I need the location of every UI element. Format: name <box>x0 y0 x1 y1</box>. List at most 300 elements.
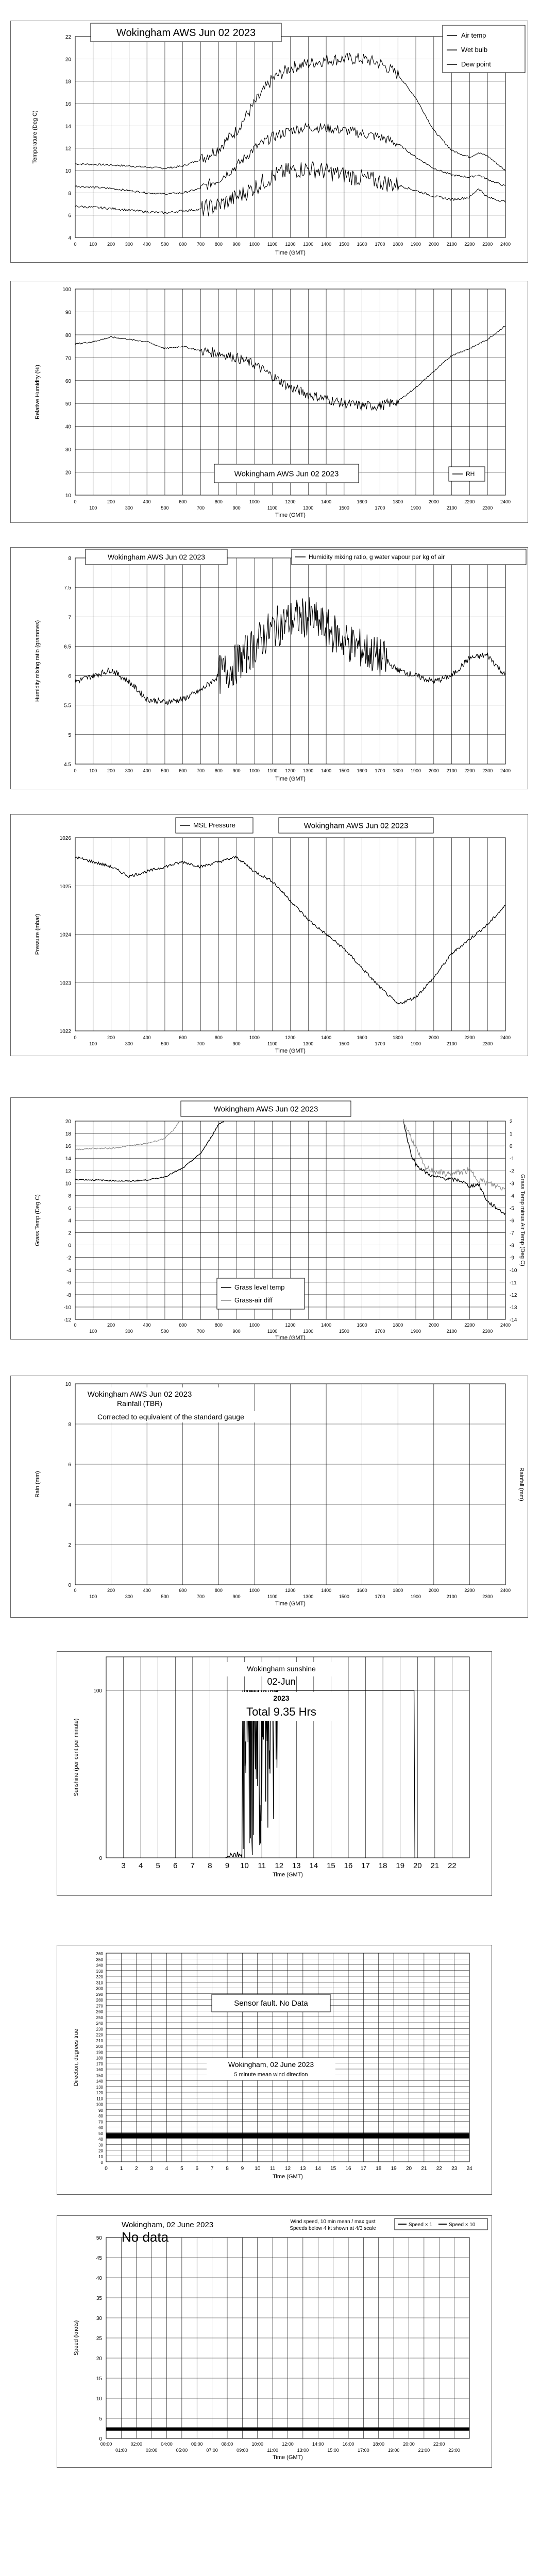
grass-temp-y-tick-right: -7 <box>510 1230 514 1236</box>
temperature-x-tick: 800 <box>214 242 223 247</box>
grass-temp-y-tick: 8 <box>68 1193 71 1199</box>
wind-direction-y-tick: 40 <box>98 2137 103 2142</box>
wind-speed-x-tick: 17:00 <box>358 2448 369 2453</box>
humidity-y-tick: 50 <box>65 401 71 408</box>
mixing-ratio-x-tick: 800 <box>214 768 223 773</box>
grass-temp-x-tick: 200 <box>107 1323 115 1328</box>
sunshine-x-tick: 19 <box>396 1861 405 1870</box>
sunshine-y-label: Sunshine (per cent per minute) <box>73 1718 79 1797</box>
pressure-y-label: Pressure (mbar) <box>35 913 41 955</box>
wind-speed-y-label: Speed (knots) <box>73 2320 79 2356</box>
wind-direction-x-tick: 21 <box>421 2166 427 2172</box>
wind-speed-x-tick: 19:00 <box>387 2448 400 2453</box>
humidity-x-tick: 2100 <box>446 505 457 511</box>
rainfall-x-tick: 600 <box>179 1588 187 1593</box>
mixing-ratio-y-label: Humidity mixing ratio (grammes) <box>35 620 41 702</box>
wind-direction-x-tick: 22 <box>436 2166 442 2172</box>
temperature-x-tick: 1900 <box>411 242 421 247</box>
mixing-ratio-y-tick: 5 <box>68 732 71 738</box>
humidity-y-tick: 90 <box>65 310 71 316</box>
sunshine-x-tick: 17 <box>361 1861 370 1870</box>
temperature-x-tick: 1800 <box>393 242 403 247</box>
mixing-ratio-x-tick: 700 <box>197 768 205 773</box>
wind-direction-y-tick: 350 <box>96 1957 103 1962</box>
temperature-x-tick: 1200 <box>285 242 296 247</box>
grass-temp-y-tick: 4 <box>68 1218 71 1224</box>
wind-speed-x-tick: 05:00 <box>176 2448 188 2453</box>
relative-humidity-chart <box>11 281 529 523</box>
sunshine-x-tick: 16 <box>344 1861 353 1870</box>
humidity-y-tick: 60 <box>65 378 71 384</box>
sunshine-date: 02-Jun <box>267 1676 296 1687</box>
grass-temp-legend-box <box>217 1278 305 1309</box>
grass-temp-y-tick: 18 <box>65 1131 71 1138</box>
wind-direction-y-tick: 20 <box>98 2148 103 2154</box>
wind-direction-chart <box>57 1945 493 2195</box>
wind-direction-annotation: Sensor fault. No Data <box>234 1999 308 2008</box>
temperature-y-tick: 6 <box>68 213 71 219</box>
sunshine-x-tick: 8 <box>208 1861 212 1870</box>
temperature-x-tick: 1000 <box>249 242 260 247</box>
wind-direction-x-tick: 9 <box>241 2166 244 2172</box>
mixing-ratio-x-tick: 2000 <box>428 768 439 773</box>
temperature-x-tick: 1300 <box>303 242 314 247</box>
wind-speed-x-tick: 02:00 <box>130 2442 143 2447</box>
humidity-y-tick: 20 <box>65 470 71 476</box>
wind-speed-x-tick: 03:00 <box>145 2448 158 2453</box>
pressure-x-tick: 1600 <box>357 1035 367 1040</box>
wind-direction-y-tick: 160 <box>96 2067 103 2072</box>
mixing-ratio-y-tick: 7.5 <box>64 585 71 591</box>
grass-temp-x-tick: 1500 <box>339 1329 349 1334</box>
wind-speed-legend-label: Speed × 1 <box>409 2222 432 2228</box>
rainfall-x-tick: 1700 <box>375 1594 385 1599</box>
grass-temp-x-label: Time (GMT) <box>275 1335 306 1340</box>
sunshine-x-tick: 10 <box>240 1861 249 1870</box>
pressure-x-tick: 1300 <box>303 1041 314 1046</box>
mixing-ratio-title: Wokingham AWS Jun 02 2023 <box>107 552 206 561</box>
wind-speed-y-tick: 30 <box>96 2316 102 2321</box>
temperature-y-tick: 10 <box>65 168 71 174</box>
grass-temp-legend-label: Grass level temp <box>234 1283 285 1291</box>
humidity-x-tick: 200 <box>107 499 115 504</box>
mixing-ratio-x-tick: 1300 <box>303 768 314 773</box>
grass-temp-x-tick: 2000 <box>428 1323 439 1328</box>
pressure-x-tick: 2300 <box>482 1041 493 1046</box>
temperature-x-tick: 1100 <box>267 242 278 247</box>
rainfall-x-tick: 1500 <box>339 1594 349 1599</box>
rainfall-x-tick: 700 <box>197 1594 205 1599</box>
grass-temp-series-line <box>75 1122 224 1182</box>
grass-temp-x-tick: 2200 <box>464 1323 475 1328</box>
grass-temp-y-tick: 20 <box>65 1119 71 1125</box>
mixing-ratio-x-tick: 2300 <box>482 768 493 773</box>
pressure-y-tick: 1026 <box>59 836 71 841</box>
wind-direction-chart-panel <box>57 1945 492 2195</box>
humidity-x-tick: 400 <box>143 499 151 504</box>
grass-temp-x-tick: 2300 <box>482 1329 493 1334</box>
rainfall-x-tick: 900 <box>232 1594 241 1599</box>
temperature-x-tick: 0 <box>74 242 77 247</box>
wind-direction-y-tick: 10 <box>98 2154 103 2159</box>
sunshine-x-label: Time (GMT) <box>273 1872 303 1878</box>
wind-speed-x-tick: 21:00 <box>418 2448 430 2453</box>
wind-direction-y-tick: 180 <box>96 2056 103 2061</box>
grass-temp-y-tick-right: -8 <box>510 1243 514 1249</box>
grass-temp-y-tick: 16 <box>65 1144 71 1150</box>
humidity-x-tick: 1000 <box>249 499 260 504</box>
grass-temp-x-tick: 800 <box>214 1323 223 1328</box>
grass-temp-y-tick: 0 <box>68 1243 71 1249</box>
wind-speed-title: Wokingham, 02 June 2023 <box>122 2221 214 2229</box>
rainfall-x-tick: 1300 <box>303 1594 314 1599</box>
grass-temp-y-tick-right: -12 <box>510 1292 517 1298</box>
mixing-ratio-x-tick: 200 <box>107 768 115 773</box>
mixing-ratio-x-tick: 1200 <box>285 768 296 773</box>
temperature-y-tick: 12 <box>65 146 71 152</box>
wind-direction-x-tick: 0 <box>105 2166 108 2172</box>
humidity-y-tick: 100 <box>62 287 71 293</box>
grass-temp-legend-label: Grass-air diff <box>234 1296 273 1304</box>
mixing-ratio-x-label: Time (GMT) <box>275 776 306 782</box>
wind-direction-x-tick: 24 <box>466 2166 472 2172</box>
mixing-ratio-x-tick: 1800 <box>393 768 403 773</box>
wind-speed-legend-label: Speed × 10 <box>449 2222 476 2228</box>
rainfall-x-tick: 1600 <box>357 1588 367 1593</box>
wind-direction-y-tick: 360 <box>96 1952 103 1956</box>
rainfall-chart <box>11 1376 529 1618</box>
grass-temp-x-tick: 1400 <box>321 1323 332 1328</box>
rainfall-x-tick: 1900 <box>411 1594 421 1599</box>
wind-direction-y-tick: 100 <box>96 2102 103 2107</box>
pressure-x-tick: 2200 <box>464 1035 475 1040</box>
wind-direction-x-label: Time (GMT) <box>273 2174 303 2180</box>
humidity-x-tick: 1500 <box>339 505 349 511</box>
temperature-y-tick: 8 <box>68 191 71 197</box>
sunshine-x-tick: 22 <box>448 1861 457 1870</box>
mixing-ratio-x-tick: 100 <box>89 768 97 773</box>
humidity-x-tick: 1400 <box>321 499 332 504</box>
grass-air-diff-series-line <box>75 1121 179 1150</box>
wind-direction-y-tick: 210 <box>96 2038 103 2043</box>
pressure-x-label: Time (GMT) <box>275 1048 306 1054</box>
wind-direction-y-tick: 250 <box>96 2015 103 2020</box>
wind-direction-x-tick: 1 <box>120 2166 123 2172</box>
sunshine-y-tick: 100 <box>93 1688 102 1694</box>
rainfall-chart-panel <box>10 1376 528 1618</box>
pressure-y-tick: 1024 <box>59 932 71 938</box>
temperature-title: Wokingham AWS Jun 02 2023 <box>116 27 256 39</box>
humidity-x-tick: 1100 <box>267 505 278 511</box>
wind-direction-x-tick: 11 <box>269 2166 276 2172</box>
grass-temp-y-tick: -4 <box>66 1267 71 1274</box>
grass-temp-x-tick: 700 <box>197 1329 205 1334</box>
wind-direction-y-tick: 90 <box>98 2108 103 2113</box>
wind-direction-y-tick: 120 <box>96 2091 103 2095</box>
grass-temp-y-label-right: Grass Temp minus Air Temp (Deg C) <box>519 1174 526 1266</box>
rainfall-x-tick: 200 <box>107 1588 115 1593</box>
temperature-chart <box>11 21 529 263</box>
wind-direction-x-tick: 13 <box>300 2166 306 2172</box>
wind-speed-x-tick: 14:00 <box>312 2442 324 2447</box>
wind-direction-x-tick: 4 <box>165 2166 168 2172</box>
pressure-x-tick: 800 <box>214 1035 223 1040</box>
rainfall-title: Wokingham AWS Jun 02 2023 <box>87 1390 192 1399</box>
temperature-x-tick: 2100 <box>446 242 457 247</box>
temperature-y-tick: 20 <box>65 57 71 63</box>
sunshine-x-tick: 13 <box>292 1861 301 1870</box>
wind-direction-x-tick: 18 <box>376 2166 382 2172</box>
wind-speed-chart <box>57 2216 493 2468</box>
wind-speed-x-tick: 15:00 <box>327 2448 339 2453</box>
wind-direction-y-tick: 310 <box>96 1980 103 1986</box>
rainfall-x-tick: 2200 <box>464 1588 475 1593</box>
temperature-x-tick: 2300 <box>482 242 493 247</box>
wind-speed-x-label: Time (GMT) <box>273 2454 303 2461</box>
pressure-x-tick: 1900 <box>411 1041 421 1046</box>
mixing-ratio-y-tick: 8 <box>68 556 71 562</box>
grass-air-diff-series-line <box>403 1119 505 1190</box>
rainfall-x-tick: 800 <box>214 1588 223 1593</box>
temperature-y-tick: 4 <box>68 235 71 241</box>
grass-temp-y-tick-right: -6 <box>510 1218 514 1224</box>
rainfall-y-tick: 4 <box>68 1502 71 1508</box>
grass-temp-y-tick-right: -11 <box>510 1280 517 1286</box>
rainfall-x-tick: 400 <box>143 1588 151 1593</box>
humidity-x-tick: 2000 <box>428 499 439 504</box>
humidity-x-tick: 900 <box>232 505 241 511</box>
humidity-y-label: Relative Humidity (%) <box>35 365 41 419</box>
grass-temp-y-tick-right: -9 <box>510 1255 514 1261</box>
grass-temp-x-tick: 300 <box>125 1329 133 1334</box>
temperature-y-tick: 16 <box>65 101 71 107</box>
humidity-x-tick: 0 <box>74 499 77 504</box>
sunshine-x-tick: 9 <box>225 1861 230 1870</box>
temperature-x-tick: 700 <box>197 242 205 247</box>
temperature-x-tick: 400 <box>143 242 151 247</box>
temperature-y-label: Temperature (Deg C) <box>32 110 38 164</box>
wind-speed-x-tick: 18:00 <box>373 2442 385 2447</box>
mixing-ratio-x-tick: 400 <box>143 768 151 773</box>
humidity-x-tick: 1200 <box>285 499 296 504</box>
sunshine-x-tick: 18 <box>378 1861 387 1870</box>
grass-temp-chart <box>11 1098 529 1340</box>
wind-direction-y-tick: 230 <box>96 2027 103 2032</box>
pressure-x-tick: 1100 <box>267 1041 278 1046</box>
grass-temp-x-tick: 1800 <box>393 1323 403 1328</box>
wind-speed-y-tick: 50 <box>96 2235 102 2241</box>
grass-temp-chart-panel <box>10 1097 528 1340</box>
pressure-y-tick: 1022 <box>59 1029 71 1035</box>
grass-temp-x-tick: 2100 <box>446 1329 457 1334</box>
sunshine-x-tick: 6 <box>173 1861 178 1870</box>
wind-speed-x-tick: 00:00 <box>100 2442 112 2447</box>
rainfall-y-label-right: Rainfall (mm) <box>518 1467 525 1501</box>
wind-direction-series-line <box>106 2133 469 2138</box>
pressure-x-tick: 2400 <box>500 1035 511 1040</box>
wind-direction-y-tick: 0 <box>100 2160 103 2165</box>
grass-temp-y-tick: -12 <box>63 1317 71 1323</box>
rainfall-x-tick: 1400 <box>321 1588 332 1593</box>
wind-speed-y-tick: 20 <box>96 2356 102 2362</box>
wind-direction-subtitle: 5 minute mean wind direction <box>234 2072 308 2078</box>
wind-speed-annotation: No data <box>122 2229 169 2245</box>
grass-temp-y-tick-right: -2 <box>510 1168 514 1175</box>
wind-direction-y-tick: 110 <box>96 2096 103 2102</box>
temperature-y-tick: 22 <box>65 35 71 40</box>
mixing-ratio-x-tick: 1400 <box>321 768 332 773</box>
grass-temp-y-tick: -6 <box>66 1280 71 1286</box>
wind-direction-y-label: Direction, degrees true <box>73 2028 79 2087</box>
rainfall-x-tick: 2400 <box>500 1588 511 1593</box>
wind-speed-y-tick: 40 <box>96 2276 102 2281</box>
grass-temp-x-tick: 1900 <box>411 1329 421 1334</box>
rainfall-y-tick: 8 <box>68 1422 71 1428</box>
grass-temp-series-line <box>403 1121 505 1214</box>
rainfall-y-tick: 2 <box>68 1543 71 1548</box>
temperature-x-tick: 500 <box>161 242 169 247</box>
rainfall-x-tick: 100 <box>89 1594 97 1599</box>
sunshine-year: 2023 <box>273 1694 290 1702</box>
wind-speed-x-tick: 04:00 <box>161 2442 173 2447</box>
wind-speed-x-tick: 10:00 <box>251 2442 264 2447</box>
grass-temp-x-tick: 500 <box>161 1329 169 1334</box>
pressure-x-tick: 0 <box>74 1035 77 1040</box>
wind-direction-y-tick: 280 <box>96 1998 103 2003</box>
sunshine-x-tick: 20 <box>413 1861 422 1870</box>
grass-temp-x-tick: 600 <box>179 1323 187 1328</box>
wind-direction-y-tick: 30 <box>98 2143 103 2148</box>
sunshine-x-tick: 15 <box>327 1861 335 1870</box>
grass-temp-x-tick: 0 <box>74 1323 77 1328</box>
mixing-ratio-x-tick: 300 <box>125 768 133 773</box>
wind-speed-y-tick: 0 <box>99 2436 102 2442</box>
mixing-ratio-x-tick: 600 <box>179 768 187 773</box>
wind-speed-x-tick: 22:00 <box>433 2442 445 2447</box>
sunshine-x-tick: 11 <box>258 1861 266 1870</box>
grass-temp-y-tick: -8 <box>66 1292 71 1298</box>
sunshine-title: Wokingham sunshine <box>247 1665 316 1673</box>
wind-speed-x-tick: 13:00 <box>297 2448 309 2453</box>
mixing-ratio-x-tick: 900 <box>232 768 241 773</box>
wind-direction-x-tick: 7 <box>210 2166 214 2172</box>
wind-speed-x-tick: 12:00 <box>282 2442 294 2447</box>
grass-temp-y-tick-right: 0 <box>510 1144 513 1150</box>
rainfall-y-tick: 0 <box>68 1583 71 1588</box>
wind-speed-x-tick: 07:00 <box>206 2448 218 2453</box>
temperature-x-tick: 2400 <box>500 242 511 247</box>
pressure-x-tick: 1200 <box>285 1035 296 1040</box>
humidity-x-tick: 2400 <box>500 499 511 504</box>
temperature-x-tick: 2200 <box>464 242 475 247</box>
mixing-ratio-y-tick: 6 <box>68 673 71 680</box>
temperature-x-tick: 1400 <box>321 242 332 247</box>
temperature-x-tick: 1700 <box>375 242 385 247</box>
humidity-x-tick: 600 <box>179 499 187 504</box>
grass-temp-y-tick-right: -10 <box>510 1267 517 1274</box>
grass-temp-y-tick-right: 1 <box>510 1131 513 1138</box>
grass-temp-x-tick: 1300 <box>303 1329 314 1334</box>
wind-direction-x-tick: 20 <box>405 2166 412 2172</box>
rainfall-x-tick: 1000 <box>249 1588 260 1593</box>
temperature-x-tick: 900 <box>232 242 241 247</box>
wind-direction-x-tick: 23 <box>451 2166 458 2172</box>
wind-speed-y-tick: 35 <box>96 2296 102 2301</box>
sunshine-x-tick: 4 <box>138 1861 143 1870</box>
wind-speed-note: Wind speed, 10 min mean / max gust <box>290 2219 376 2225</box>
sunshine-total: Total 9.35 Hrs <box>246 1705 316 1718</box>
mixing-ratio-x-tick: 1900 <box>411 768 421 773</box>
wind-speed-chart-panel <box>57 2215 492 2468</box>
temperature-chart-panel <box>10 21 528 263</box>
wind-direction-y-tick: 270 <box>96 2004 103 2009</box>
sunshine-x-tick: 21 <box>430 1861 439 1870</box>
humidity-y-tick: 80 <box>65 332 71 338</box>
rainfall-x-tick: 300 <box>125 1594 133 1599</box>
sunshine-x-tick: 5 <box>156 1861 160 1870</box>
temperature-x-label: Time (GMT) <box>275 250 306 256</box>
wind-direction-x-tick: 2 <box>134 2166 138 2172</box>
sunshine-x-tick: 14 <box>309 1861 318 1870</box>
sunshine-x-tick: 12 <box>275 1861 284 1870</box>
pressure-chart <box>11 815 529 1057</box>
humidity-y-tick: 40 <box>65 424 71 430</box>
pressure-x-tick: 400 <box>143 1035 151 1040</box>
temperature-y-tick: 18 <box>65 79 71 85</box>
grass-temp-x-tick: 1700 <box>375 1329 385 1334</box>
wind-direction-y-tick: 170 <box>96 2061 103 2066</box>
pressure-x-tick: 900 <box>232 1041 241 1046</box>
humidity-x-tick: 1800 <box>393 499 403 504</box>
wind-direction-x-tick: 8 <box>226 2166 229 2172</box>
mixing-ratio-x-tick: 1000 <box>249 768 260 773</box>
rainfall-x-tick: 2000 <box>428 1588 439 1593</box>
pressure-x-tick: 500 <box>161 1041 169 1046</box>
rainfall-x-label: Time (GMT) <box>275 1601 306 1607</box>
rainfall-x-tick: 0 <box>74 1588 77 1593</box>
temperature-x-tick: 200 <box>107 242 115 247</box>
humidity-chart-panel <box>10 281 528 523</box>
grass-temp-y-tick: 6 <box>68 1206 71 1212</box>
humidity-legend-label: RH <box>466 470 475 478</box>
wind-speed-x-tick: 20:00 <box>403 2442 415 2447</box>
mixing-ratio-x-tick: 2200 <box>464 768 475 773</box>
grass-temp-y-tick: 10 <box>65 1181 71 1187</box>
wind-direction-x-tick: 6 <box>195 2166 199 2172</box>
temperature-x-tick: 100 <box>89 242 97 247</box>
wind-speed-x-tick: 01:00 <box>115 2448 127 2453</box>
grass-temp-y-tick-right: 2 <box>510 1119 513 1125</box>
wind-direction-y-tick: 240 <box>96 2021 103 2026</box>
mixing-ratio-x-tick: 1600 <box>357 768 367 773</box>
temperature-legend-label: Air temp <box>461 31 486 39</box>
humidity-x-tick: 800 <box>214 499 223 504</box>
wind-speed-x-tick: 16:00 <box>342 2442 354 2447</box>
grass-temp-x-tick: 1000 <box>249 1323 260 1328</box>
rainfall-x-tick: 1100 <box>267 1594 278 1599</box>
grass-temp-title: Wokingham AWS Jun 02 2023 <box>213 1105 318 1114</box>
grass-temp-y-tick-right: -13 <box>510 1304 517 1311</box>
mixing-ratio-y-tick: 5.5 <box>64 703 71 709</box>
rainfall-x-tick: 2100 <box>446 1594 457 1599</box>
grass-temp-y-tick-right: -1 <box>510 1156 514 1162</box>
humidity-x-tick: 2200 <box>464 499 475 504</box>
rainfall-y-label: Rain (mm) <box>35 1471 41 1498</box>
sunshine-x-tick: 7 <box>190 1861 195 1870</box>
humidity-x-tick: 100 <box>89 505 97 511</box>
wind-direction-x-tick: 5 <box>180 2166 183 2172</box>
temperature-y-tick: 14 <box>65 124 71 130</box>
